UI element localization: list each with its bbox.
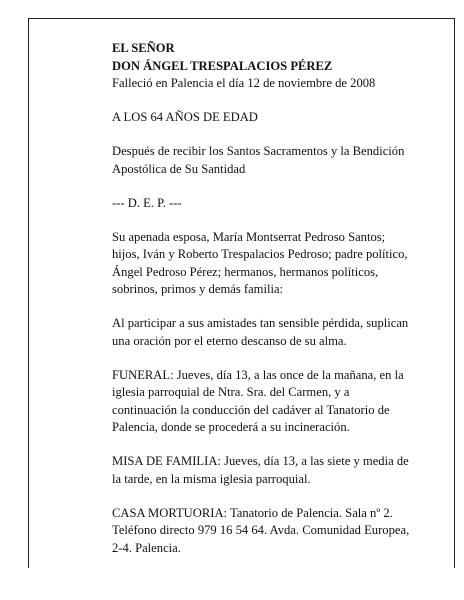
- deceased-title: EL SEÑOR: [112, 41, 175, 55]
- sacraments-paragraph: Después de recibir los Santos Sacramentos y la Bendición Apostólica de Su Santidad: [112, 144, 405, 176]
- family-mass-paragraph: MISA DE FAMILIA: Jueves, día 13, a las siete y media de la tarde, en la misma iglesia parroquial.: [112, 454, 409, 486]
- funeral-paragraph: FUNERAL: Jueves, día 13, a las once de la mañana, en la iglesia parroquial de Ntra. Sra. del Carmen, y a continuación la conducción del cadáver al Tanatorio de Palencia, donde se procederá a su incineración.: [112, 367, 404, 434]
- rip-line: --- D. E. P. ---: [112, 195, 182, 210]
- request-paragraph: Al participar a sus amistades tan sensible pérdida, suplican una oración por el eterno descanso de su alma.: [112, 316, 409, 348]
- obituary-notice: [112, 40, 412, 574]
- family-paragraph: Su apenada esposa, María Montserrat Pedroso Santos; hijos, Iván y Roberto Trespalacios Pedroso; padre político, Ángel Pedroso Pérez; hermanos, hermanos políticos, sobrinos, primos y demás familia:: [112, 229, 408, 296]
- deceased-name: DON ÁNGEL TRESPALACIOS PÉREZ: [112, 58, 333, 73]
- mortuary-paragraph: CASA MORTUORIA: Tanatorio de Palencia. Sala nº 2. Teléfono directo 979 16 54 64. Avda. Comunidad Europea, 2-4. Palencia.: [112, 505, 410, 555]
- death-info: Falleció en Palencia el día 12 de noviembre de 2008: [112, 76, 376, 90]
- age-line: A LOS 64 AÑOS DE EDAD: [112, 110, 258, 124]
